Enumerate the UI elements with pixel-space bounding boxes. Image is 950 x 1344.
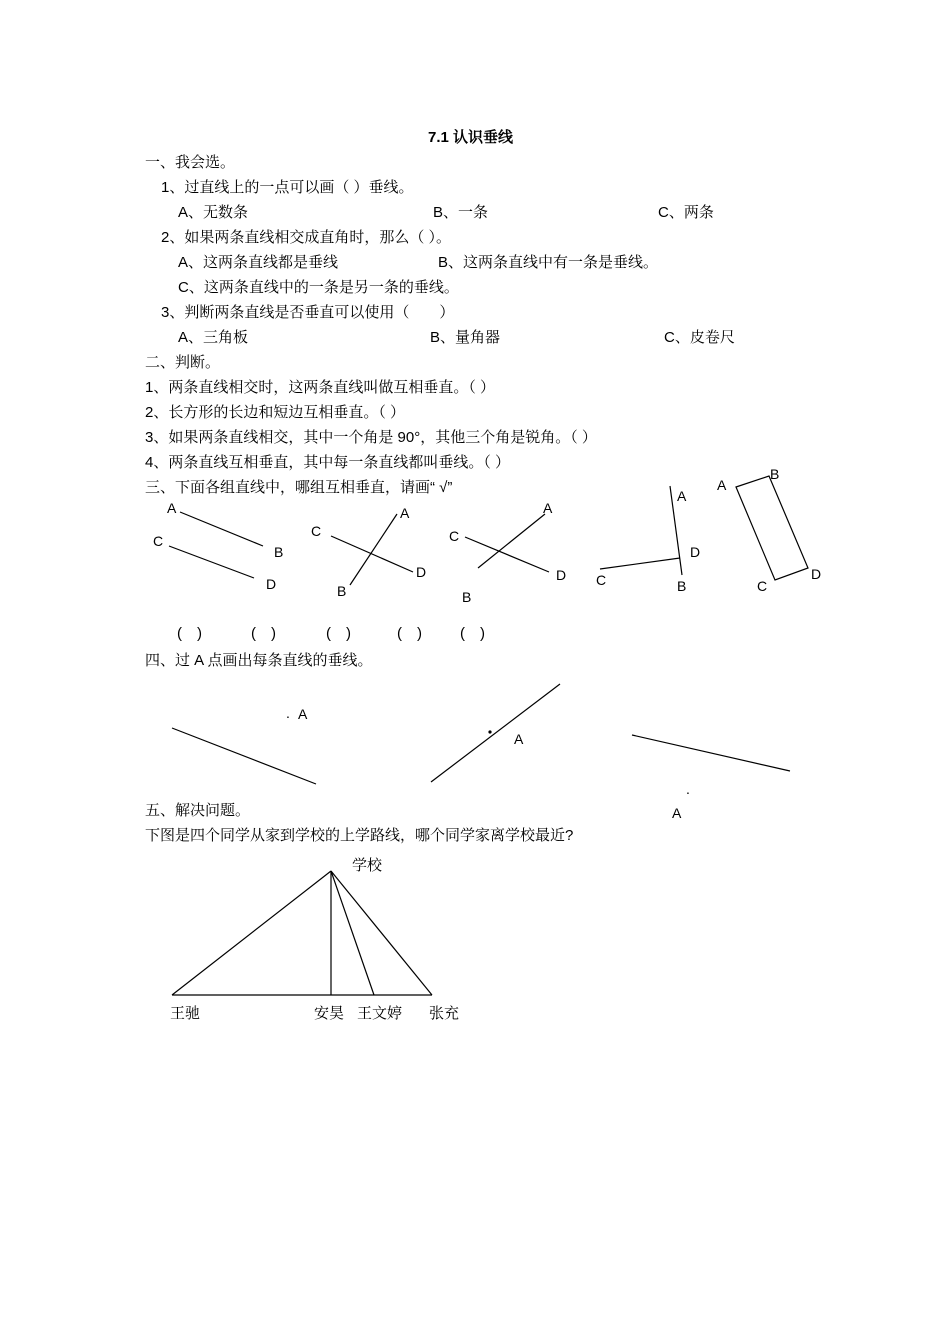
g5-label-d: D bbox=[811, 566, 822, 582]
s4-dot-1: . bbox=[286, 705, 290, 721]
g1-label-a: A bbox=[167, 500, 177, 516]
g2-label-b: B bbox=[337, 583, 347, 599]
q2-option-c: C、这两条直线中的一条是另一条的垂线。 bbox=[178, 279, 459, 296]
section-2-heading: 二、判断。 bbox=[145, 354, 221, 371]
g1-label-d: D bbox=[266, 576, 277, 592]
g2-label-a: A bbox=[400, 505, 410, 521]
g3-label-c: C bbox=[449, 528, 460, 544]
q1-option-a: A、无数条 bbox=[178, 204, 249, 221]
school-label: 学校 bbox=[352, 857, 383, 874]
s5-question: 下图是四个同学从家到学校的上学路线，哪个同学家离学校最近? bbox=[145, 827, 574, 844]
q3-option-b: B、量角器 bbox=[430, 329, 501, 346]
student-zhangchong: 张充 bbox=[429, 1005, 460, 1022]
section-4-heading: 四、过 A 点画出每条直线的垂线。 bbox=[145, 652, 373, 669]
g3-label-b: B bbox=[462, 589, 472, 605]
judge-item-1: 1、两条直线相交时，这两条直线叫做互相垂直。（ ） bbox=[145, 379, 496, 396]
judge-item-4: 4、两条直线互相垂直，其中每一条直线都叫垂线。（ ） bbox=[145, 454, 511, 471]
q2-option-b: B、这两条直线中有一条是垂线。 bbox=[438, 254, 659, 271]
s4-label-a-1: A bbox=[298, 706, 308, 722]
q3-option-c: C、皮卷尺 bbox=[664, 329, 735, 346]
section-5-heading: 五、解决问题。 bbox=[145, 802, 251, 819]
answer-blank-1[interactable]: ( ) bbox=[177, 625, 202, 642]
s4-line-3 bbox=[632, 735, 790, 771]
q2-option-a: A、这两条直线都是垂线 bbox=[178, 254, 339, 271]
g2-label-d: D bbox=[416, 564, 427, 580]
s4-label-a-2: A bbox=[514, 731, 524, 747]
q1-text: 1、过直线上的一点可以画（ ）垂线。 bbox=[161, 179, 414, 196]
g2-line-cd bbox=[331, 536, 413, 572]
g2-label-c: C bbox=[311, 523, 322, 539]
g1-label-c: C bbox=[153, 533, 164, 549]
section-3-heading: 三、下面各组直线中，哪组互相垂直，请画“ √” bbox=[145, 479, 453, 496]
g5-label-c: C bbox=[757, 578, 768, 594]
section-1-heading: 一、我会选。 bbox=[145, 154, 236, 171]
g5-rectangle bbox=[736, 476, 808, 580]
g4-label-c: C bbox=[596, 572, 607, 588]
g3-label-d: D bbox=[556, 567, 567, 583]
judge-item-2: 2、长方形的长边和短边互相垂直。（ ） bbox=[145, 404, 406, 421]
s4-point-dot-2 bbox=[488, 730, 491, 733]
g5-label-b: B bbox=[770, 466, 780, 482]
g3-line-cd bbox=[465, 537, 549, 572]
g3-line-ab bbox=[478, 514, 545, 568]
judge-item-3: 3、如果两条直线相交，其中一个角是 90°，其他三个角是锐角。（ ） bbox=[145, 429, 597, 446]
q2-text: 2、如果两条直线相交成直角时，那么（ ）。 bbox=[161, 229, 452, 246]
answer-blank-3[interactable]: ( ) bbox=[326, 625, 351, 642]
g4-label-a: A bbox=[677, 488, 687, 504]
s4-line-2 bbox=[431, 684, 560, 782]
g1-line-cd bbox=[169, 546, 254, 578]
g3-label-a: A bbox=[543, 500, 553, 516]
answer-blank-2[interactable]: ( ) bbox=[251, 625, 276, 642]
route-wangwenting bbox=[331, 871, 374, 995]
q1-option-b: B、一条 bbox=[433, 204, 489, 221]
s4-dot-3: . bbox=[686, 781, 690, 797]
g4-line-cd bbox=[600, 558, 680, 569]
route-wangchi bbox=[172, 871, 331, 995]
student-wangchi: 王驰 bbox=[170, 1005, 201, 1022]
g2-line-ab bbox=[350, 514, 397, 585]
g1-line-ab bbox=[180, 512, 263, 546]
s4-label-a-3: A bbox=[672, 805, 682, 821]
g4-label-d: D bbox=[690, 544, 701, 560]
q3-text: 3、判断两条直线是否垂直可以使用（ ） bbox=[161, 304, 455, 321]
g1-label-b: B bbox=[274, 544, 284, 560]
q1-option-c: C、两条 bbox=[658, 204, 714, 221]
q3-option-a: A、三角板 bbox=[178, 329, 249, 346]
answer-blank-4[interactable]: ( ) bbox=[397, 625, 422, 642]
page-title: 7.1 认识垂线 bbox=[428, 129, 514, 146]
g4-label-b: B bbox=[677, 578, 687, 594]
student-anhao: 安昊 bbox=[314, 1005, 345, 1022]
s4-line-1 bbox=[172, 728, 316, 784]
student-wangwenting: 王文婷 bbox=[357, 1005, 403, 1022]
route-zhangchong bbox=[331, 871, 432, 995]
answer-blank-5[interactable]: ( ) bbox=[460, 625, 485, 642]
g5-label-a: A bbox=[717, 477, 727, 493]
